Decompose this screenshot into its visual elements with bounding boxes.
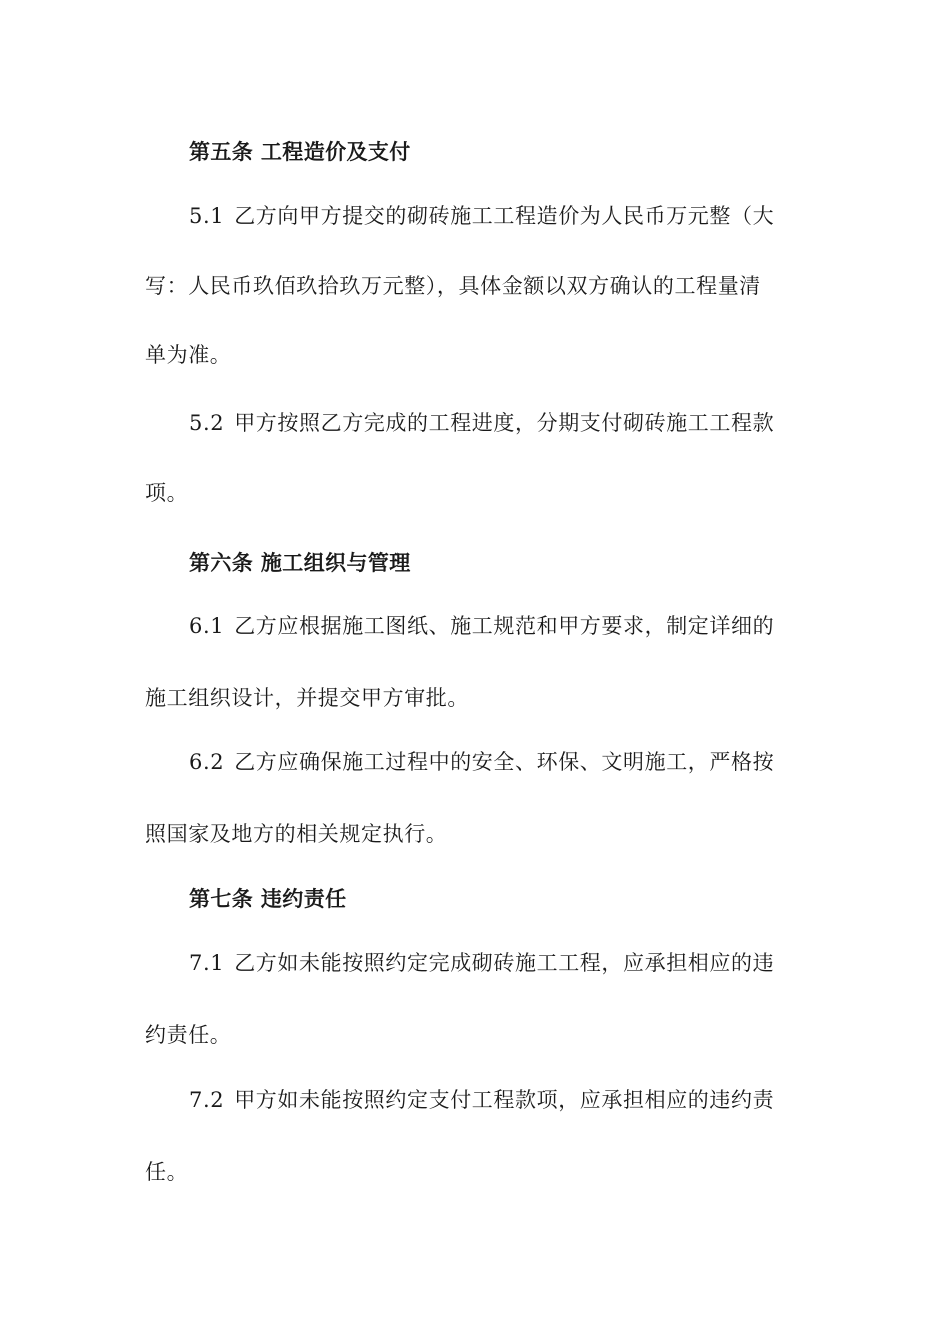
clause-continuation-line: 单为准。 — [145, 343, 232, 367]
clause-first-line — [189, 948, 810, 978]
clause-continuation-line: 写：人民币玖佰玖拾玖万元整），具体金额以双方确认的工程量清 — [145, 274, 761, 298]
clause-number: 6.1 — [189, 614, 225, 638]
clause-continuation-line: 约责任。 — [145, 1023, 232, 1047]
clause-first-line — [189, 1085, 810, 1115]
section-heading: 第七条 违约责任 — [189, 886, 347, 911]
clause-text: 乙方如未能按照约定完成砌砖施工工程，应承担相应的违 — [234, 951, 775, 975]
section-heading: 第六条 施工组织与管理 — [189, 550, 411, 575]
clause-text: 甲方如未能按照约定支付工程款项，应承担相应的违约责 — [234, 1088, 775, 1112]
clause-text: 甲方按照乙方完成的工程进度，分期支付砌砖施工工程款 — [234, 411, 775, 435]
clause-continuation-line: 项。 — [145, 481, 189, 505]
clause-continuation-line: 照国家及地方的相关规定执行。 — [145, 822, 448, 846]
section-heading: 第五条 工程造价及支付 — [189, 139, 411, 164]
clause-number: 5.1 — [189, 204, 225, 228]
clause-number: 5.2 — [189, 411, 225, 435]
clause-text: 乙方向甲方提交的砌砖施工工程造价为人民币万元整（大 — [234, 204, 775, 228]
clause-first-line — [189, 408, 810, 438]
clause-continuation-line: 施工组织设计，并提交甲方审批。 — [145, 686, 469, 710]
clause-first-line — [189, 201, 810, 231]
clause-text: 乙方应确保施工过程中的安全、环保、文明施工，严格按 — [234, 750, 775, 774]
clause-continuation-line: 任。 — [145, 1160, 189, 1184]
clause-number: 7.2 — [189, 1088, 225, 1112]
clause-number: 7.1 — [189, 951, 225, 975]
clause-first-line — [189, 747, 810, 777]
clause-text: 乙方应根据施工图纸、施工规范和甲方要求，制定详细的 — [234, 614, 775, 638]
clause-number: 6.2 — [189, 750, 225, 774]
clause-first-line — [189, 611, 810, 641]
